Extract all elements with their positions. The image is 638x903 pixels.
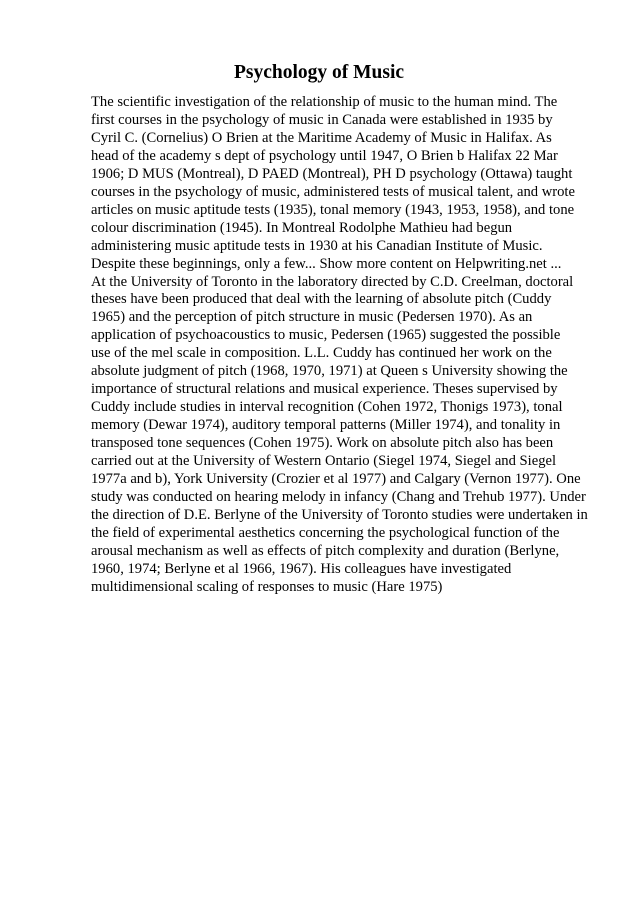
- text-line: head of the academy s dept of psychology until 1947, O Brien b Halifax 22 Mar: [91, 147, 558, 164]
- page-title: Psychology of Music: [233, 62, 405, 83]
- text-line: application of psychoacoustics to music, Pedersen (1965) suggested the possible: [91, 327, 561, 344]
- text-line: absolute judgment of pitch (1968, 1970, 1971) at Queen s University showing the: [91, 363, 568, 380]
- text-line: transposed tone sequences (Cohen 1975). Work on absolute pitch also has been: [91, 435, 554, 452]
- text-line: study was conducted on hearing melody in infancy (Chang and Trehub 1977). Under: [91, 488, 586, 505]
- text-line: multidimensional scaling of responses to music (Hare 1975): [91, 578, 443, 595]
- text-line: colour discrimination (1945). In Montreal Rodolphe Mathieu had begun: [91, 219, 513, 236]
- text-line: At the University of Toronto in the laboratory directed by C.D. Creelman, doctoral: [91, 273, 574, 290]
- text-line: Despite these beginnings, only a few... Show more content on Helpwriting.net ...: [91, 255, 562, 272]
- text-line: the field of experimental aesthetics concerning the psychological function of the: [91, 524, 560, 541]
- text-line: memory (Dewar 1974), auditory temporal patterns (Miller 1974), and tonality in: [91, 417, 561, 434]
- text-line: the direction of D.E. Berlyne of the University of Toronto studies were undertaken in: [91, 506, 588, 523]
- text-line: carried out at the University of Western Ontario (Siegel 1974, Siegel and Siegel: [91, 453, 557, 470]
- text-line: use of the mel scale in composition. L.L. Cuddy has continued her work on the: [91, 345, 552, 362]
- text-line: The scientific investigation of the relationship of music to the human mind. The: [91, 94, 558, 110]
- body-paragraph: [91, 94, 591, 597]
- text-line: courses in the psychology of music, administered tests of musical talent, and wrote: [91, 183, 575, 200]
- text-line: importance of structural relations and musical experience. Theses supervised by: [91, 381, 558, 398]
- text-line: arousal mechanism as well as effects of pitch complexity and duration (Berlyne,: [91, 542, 560, 559]
- text-line: Cuddy include studies in interval recognition (Cohen 1972, Thonigs 1973), tonal: [91, 399, 563, 416]
- text-line: 1906; D MUS (Montreal), D PAED (Montreal), PH D psychology (Ottawa) taught: [91, 165, 573, 182]
- text-line: theses have been produced that deal with the learning of absolute pitch (Cuddy: [91, 291, 552, 308]
- text-line: articles on music aptitude tests (1935), tonal memory (1943, 1953, 1958), and tone: [91, 201, 575, 218]
- text-line: 1965) and the perception of pitch structure in music (Pedersen 1970). As an: [91, 309, 533, 326]
- text-line: 1960, 1974; Berlyne et al 1966, 1967). His colleagues have investigated: [91, 560, 512, 577]
- text-line: first courses in the psychology of music in Canada were established in 1935 by: [91, 111, 553, 128]
- text-line: 1977a and b), York University (Crozier et al 1977) and Calgary (Vernon 1977). One: [91, 471, 581, 488]
- text-line: administering music aptitude tests in 1930 at his Canadian Institute of Music.: [91, 237, 543, 254]
- text-line: Cyril C. (Cornelius) O Brien at the Maritime Academy of Music in Halifax. As: [91, 129, 552, 146]
